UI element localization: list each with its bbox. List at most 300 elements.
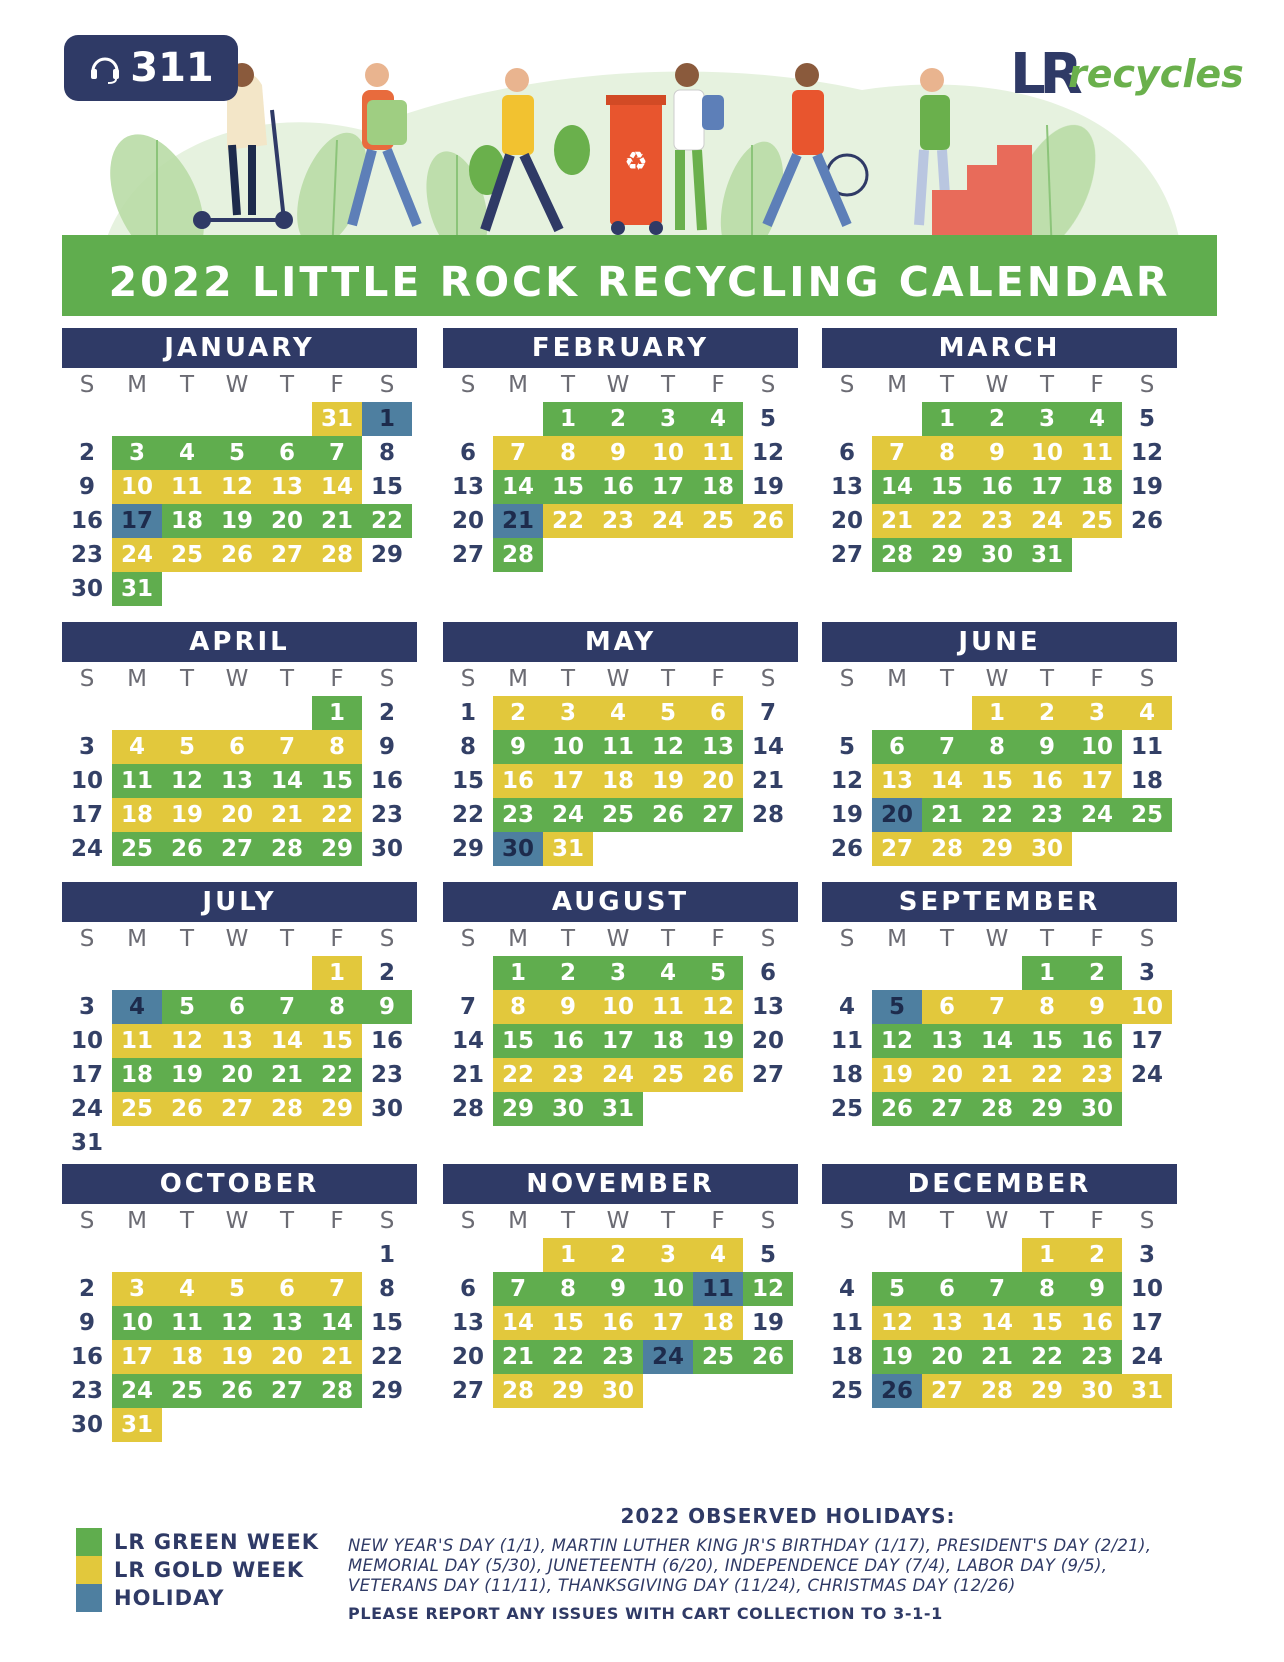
- day-cell-green: 4: [643, 956, 693, 990]
- week-row: [443, 1374, 798, 1408]
- day-cell-green: 7: [262, 990, 312, 1024]
- day-cell-gold: 27: [872, 832, 922, 866]
- week-row: [62, 1092, 417, 1126]
- week-row: [443, 1058, 798, 1092]
- day-cell-gold: 10: [593, 990, 643, 1024]
- weekday-label: W: [606, 372, 630, 398]
- day-cell-green: 19: [872, 1340, 922, 1374]
- week-row: [443, 470, 798, 504]
- weekday-header-row: [62, 922, 417, 956]
- weekday-label: T: [1039, 1208, 1055, 1234]
- day-cell-gold: 31: [312, 402, 362, 436]
- day-cell: 26: [830, 836, 863, 862]
- weekday-label: S: [760, 372, 776, 398]
- weekday-label: W: [985, 372, 1009, 398]
- day-cell-gold: 21: [972, 1058, 1022, 1092]
- day-cell-green: 23: [493, 798, 543, 832]
- weekday-label: W: [225, 926, 249, 952]
- day-cell-green: 29: [312, 832, 362, 866]
- weekday-label: S: [839, 926, 855, 952]
- day-cell-green: 2: [593, 402, 643, 436]
- day-cell-gold: 22: [312, 798, 362, 832]
- day-cell-gold: 21: [872, 504, 922, 538]
- day-cell: 22: [370, 1344, 403, 1370]
- day-cell-green: 3: [1022, 402, 1072, 436]
- weekday-label: F: [711, 372, 725, 398]
- day-cell: 9: [378, 734, 395, 760]
- week-row: [822, 1238, 1177, 1272]
- day-cell-gold: 22: [493, 1058, 543, 1092]
- weekday-label: W: [985, 1208, 1009, 1234]
- day-cell: 12: [830, 768, 863, 794]
- weekday-label: M: [508, 1208, 528, 1234]
- day-cell-empty: [262, 956, 312, 990]
- day-cell-green: 11: [112, 764, 162, 798]
- week-row: [62, 572, 417, 606]
- week-row: [443, 730, 798, 764]
- day-cell-green: 27: [922, 1092, 972, 1126]
- day-cell-gold: 10: [643, 436, 693, 470]
- day-cell-gold: 16: [593, 1306, 643, 1340]
- day-cell-gold: 15: [312, 1024, 362, 1058]
- logo-lr: LR: [1010, 42, 1077, 107]
- day-cell: 18: [830, 1062, 863, 1088]
- day-cell-gold: 8: [493, 990, 543, 1024]
- weekday-label: T: [279, 666, 295, 692]
- day-cell-green: 1: [543, 402, 593, 436]
- day-cell: 31: [70, 1130, 103, 1156]
- day-cell-green: 15: [543, 470, 593, 504]
- week-row: [822, 798, 1177, 832]
- day-cell-gold: 15: [972, 764, 1022, 798]
- weekday-label: T: [560, 1208, 576, 1234]
- day-cell-green: 28: [262, 832, 312, 866]
- month-february: [443, 328, 798, 572]
- day-cell: 20: [830, 508, 863, 534]
- day-cell: 1: [459, 700, 476, 726]
- day-cell-holiday: 21: [493, 504, 543, 538]
- day-cell: 3: [78, 994, 95, 1020]
- day-cell: 8: [378, 440, 395, 466]
- week-row: [822, 1024, 1177, 1058]
- day-cell-green: 12: [212, 1306, 262, 1340]
- day-cell-empty: [162, 1238, 212, 1272]
- day-cell-green: 19: [212, 504, 262, 538]
- day-cell-green: 28: [493, 538, 543, 572]
- day-cell: 17: [70, 802, 103, 828]
- day-cell-green: 22: [312, 1058, 362, 1092]
- day-cell-green: 1: [1022, 956, 1072, 990]
- day-cell-green: 31: [112, 572, 162, 606]
- month-header: APRIL: [62, 622, 417, 662]
- weekday-label: S: [760, 666, 776, 692]
- day-cell-gold: 13: [212, 1024, 262, 1058]
- day-cell-gold: 22: [543, 504, 593, 538]
- weekday-label: T: [939, 666, 955, 692]
- week-row: [822, 1272, 1177, 1306]
- day-cell-empty: [262, 402, 312, 436]
- week-row: [822, 956, 1177, 990]
- month-april: [62, 622, 417, 866]
- day-cell: 19: [751, 1310, 784, 1336]
- day-cell-gold: 13: [922, 1306, 972, 1340]
- day-cell-empty: [212, 1238, 262, 1272]
- day-cell-gold: 9: [1072, 990, 1122, 1024]
- day-cell-green: 7: [972, 1272, 1022, 1306]
- day-cell-gold: 22: [1022, 1058, 1072, 1092]
- day-cell: 16: [70, 508, 103, 534]
- day-cell-gold: 11: [643, 990, 693, 1024]
- day-cell-gold: 13: [262, 470, 312, 504]
- week-row: [62, 990, 417, 1024]
- day-cell-green: 2: [543, 956, 593, 990]
- day-cell-gold: 1: [312, 956, 362, 990]
- day-cell-gold: 21: [262, 798, 312, 832]
- day-cell: 12: [1130, 440, 1163, 466]
- weekday-header-row: [822, 922, 1177, 956]
- week-row: [443, 956, 798, 990]
- weekday-label: W: [606, 666, 630, 692]
- day-cell-green: 17: [643, 470, 693, 504]
- day-cell-empty: [922, 1238, 972, 1272]
- weekday-label: T: [179, 1208, 195, 1234]
- day-cell: 17: [1130, 1028, 1163, 1054]
- svg-text:♻: ♻: [624, 147, 648, 177]
- day-cell-green: 12: [643, 730, 693, 764]
- weekday-header-row: [62, 368, 417, 402]
- day-cell-gold: 28: [972, 1374, 1022, 1408]
- weekday-label: W: [985, 926, 1009, 952]
- day-cell: 6: [459, 1276, 476, 1302]
- day-cell-gold: 4: [162, 1272, 212, 1306]
- month-header: SEPTEMBER: [822, 882, 1177, 922]
- day-cell-green: 18: [643, 1024, 693, 1058]
- day-cell: 27: [451, 1378, 484, 1404]
- day-cell-gold: 28: [262, 1092, 312, 1126]
- weekday-label: S: [460, 926, 476, 952]
- day-cell: 14: [751, 734, 784, 760]
- day-cell-green: 22: [1022, 1340, 1072, 1374]
- day-cell-green: 18: [1072, 470, 1122, 504]
- day-cell-empty: [112, 696, 162, 730]
- weekday-header-row: [443, 1204, 798, 1238]
- month-header: OCTOBER: [62, 1164, 417, 1204]
- week-row: [822, 402, 1177, 436]
- weekday-label: S: [79, 372, 95, 398]
- day-cell-green: 5: [693, 956, 743, 990]
- day-cell-green: 15: [922, 470, 972, 504]
- day-cell: 11: [1130, 734, 1163, 760]
- day-cell: 5: [759, 406, 776, 432]
- week-row: [443, 1340, 798, 1374]
- day-cell-green: 16: [543, 1024, 593, 1058]
- day-cell-empty: [62, 956, 112, 990]
- week-row: [443, 402, 798, 436]
- day-cell-green: 29: [493, 1092, 543, 1126]
- day-cell-green: 3: [593, 956, 643, 990]
- day-cell-green: 28: [312, 1374, 362, 1408]
- day-cell-gold: 8: [922, 436, 972, 470]
- day-cell-gold: 17: [1072, 764, 1122, 798]
- day-cell-gold: 31: [1122, 1374, 1172, 1408]
- day-cell-gold: 31: [112, 1408, 162, 1442]
- week-row: [822, 1340, 1177, 1374]
- day-cell-green: 31: [593, 1092, 643, 1126]
- weekday-label: T: [560, 926, 576, 952]
- day-cell-empty: [443, 402, 493, 436]
- day-cell-green: 4: [1072, 402, 1122, 436]
- day-cell: 13: [751, 994, 784, 1020]
- day-cell: 22: [451, 802, 484, 828]
- day-cell-green: 20: [262, 504, 312, 538]
- weekday-label: F: [330, 372, 344, 398]
- weekday-label: T: [179, 372, 195, 398]
- day-cell-green: 18: [162, 504, 212, 538]
- day-cell: 3: [78, 734, 95, 760]
- day-cell: 30: [70, 576, 103, 602]
- day-cell-green: 15: [312, 764, 362, 798]
- day-cell-green: 26: [872, 1092, 922, 1126]
- phone-311-badge: [64, 35, 238, 101]
- day-cell-green: 21: [493, 1340, 543, 1374]
- day-cell-holiday: 26: [872, 1374, 922, 1408]
- week-row: [62, 1126, 417, 1160]
- day-cell-empty: [872, 1238, 922, 1272]
- day-cell-green: 15: [493, 1024, 543, 1058]
- weekday-label: F: [711, 1208, 725, 1234]
- week-row: [443, 990, 798, 1024]
- day-cell: 8: [459, 734, 476, 760]
- day-cell-empty: [493, 1238, 543, 1272]
- weekday-label: S: [79, 926, 95, 952]
- day-cell-green: 9: [1022, 730, 1072, 764]
- day-cell-gold: 5: [162, 730, 212, 764]
- day-cell-green: 18: [693, 470, 743, 504]
- day-cell: 6: [838, 440, 855, 466]
- day-cell-green: 25: [693, 1340, 743, 1374]
- week-row: [822, 764, 1177, 798]
- day-cell-green: 13: [212, 764, 262, 798]
- day-cell: 14: [451, 1028, 484, 1054]
- month-header: DECEMBER: [822, 1164, 1177, 1204]
- day-cell-green: 22: [972, 798, 1022, 832]
- day-cell: 8: [378, 1276, 395, 1302]
- day-cell-gold: 23: [593, 504, 643, 538]
- day-cell-green: 9: [593, 1272, 643, 1306]
- day-cell: 3: [1138, 960, 1155, 986]
- day-cell-empty: [162, 956, 212, 990]
- day-cell-gold: 4: [112, 730, 162, 764]
- week-row: [62, 504, 417, 538]
- day-cell-green: 10: [643, 1272, 693, 1306]
- month-june: [822, 622, 1177, 866]
- day-cell-green: 24: [112, 1374, 162, 1408]
- month-november: [443, 1164, 798, 1408]
- weekday-label: M: [887, 666, 907, 692]
- day-cell: 10: [1130, 1276, 1163, 1302]
- weekday-label: W: [225, 1208, 249, 1234]
- day-cell: 9: [78, 474, 95, 500]
- day-cell: 19: [751, 474, 784, 500]
- weekday-label: M: [508, 926, 528, 952]
- day-cell-green: 14: [872, 470, 922, 504]
- day-cell: 24: [70, 836, 103, 862]
- day-cell-gold: 9: [593, 436, 643, 470]
- day-cell-green: 29: [922, 538, 972, 572]
- month-header: JANUARY: [62, 328, 417, 368]
- day-cell-gold: 14: [972, 1306, 1022, 1340]
- day-cell-green: 25: [593, 798, 643, 832]
- day-cell-gold: 19: [162, 798, 212, 832]
- weekday-label: S: [839, 666, 855, 692]
- week-row: [62, 696, 417, 730]
- day-cell-gold: 21: [312, 1340, 362, 1374]
- day-cell-gold: 1: [1022, 1238, 1072, 1272]
- day-cell-gold: 26: [693, 1058, 743, 1092]
- day-cell-gold: 25: [643, 1058, 693, 1092]
- legend-swatch-holiday: [76, 1584, 102, 1612]
- weekday-label: F: [1090, 1208, 1104, 1234]
- day-cell: 11: [830, 1310, 863, 1336]
- day-cell: 24: [1130, 1344, 1163, 1370]
- day-cell-gold: 16: [1022, 764, 1072, 798]
- day-cell-green: 7: [493, 1272, 543, 1306]
- day-cell-gold: 6: [262, 1272, 312, 1306]
- day-cell-green: 25: [1122, 798, 1172, 832]
- weekday-label: S: [379, 926, 395, 952]
- weekday-label: T: [939, 372, 955, 398]
- day-cell-holiday: 11: [693, 1272, 743, 1306]
- week-row: [62, 1374, 417, 1408]
- day-cell-empty: [112, 1238, 162, 1272]
- week-row: [62, 730, 417, 764]
- day-cell-gold: 8: [543, 436, 593, 470]
- headset-icon: [88, 51, 122, 85]
- day-cell-empty: [212, 402, 262, 436]
- day-cell-empty: [822, 402, 872, 436]
- weekday-label: T: [179, 666, 195, 692]
- day-cell-green: 7: [922, 730, 972, 764]
- weekday-header-row: [822, 368, 1177, 402]
- day-cell-gold: 1: [543, 1238, 593, 1272]
- legend-swatch-green: [76, 1528, 102, 1556]
- day-cell-green: 16: [1072, 1024, 1122, 1058]
- day-cell: 5: [1138, 406, 1155, 432]
- day-cell-gold: 25: [1072, 504, 1122, 538]
- weekday-label: F: [1090, 926, 1104, 952]
- week-row: [62, 1272, 417, 1306]
- weekday-label: T: [939, 926, 955, 952]
- weekday-label: T: [1039, 926, 1055, 952]
- day-cell-empty: [872, 696, 922, 730]
- day-cell-gold: 8: [1022, 990, 1072, 1024]
- week-row: [62, 538, 417, 572]
- day-cell: 20: [451, 508, 484, 534]
- day-cell-empty: [112, 956, 162, 990]
- weekday-label: S: [460, 666, 476, 692]
- day-cell-gold: 12: [212, 470, 262, 504]
- weekday-label: F: [711, 926, 725, 952]
- day-cell: 6: [759, 960, 776, 986]
- day-cell-gold: 28: [922, 832, 972, 866]
- day-cell-gold: 11: [1072, 436, 1122, 470]
- day-cell: 17: [1130, 1310, 1163, 1336]
- month-header: FEBRUARY: [443, 328, 798, 368]
- weekday-label: S: [460, 1208, 476, 1234]
- day-cell: 28: [751, 802, 784, 828]
- legend-label: HOLIDAY: [114, 1586, 225, 1610]
- weekday-header-row: [822, 1204, 1177, 1238]
- weekday-label: T: [560, 666, 576, 692]
- day-cell: 24: [1130, 1062, 1163, 1088]
- day-cell-gold: 19: [872, 1058, 922, 1092]
- holidays-line: NEW YEAR'S DAY (1/1), MARTIN LUTHER KING JR'S BIRTHDAY (1/17), PRESIDENT'S DAY (2/21),: [348, 1536, 1152, 1555]
- day-cell-green: 6: [872, 730, 922, 764]
- day-cell-gold: 13: [872, 764, 922, 798]
- day-cell-green: 14: [493, 470, 543, 504]
- lr-recycles-logo: [1010, 42, 1244, 112]
- day-cell-gold: 15: [1022, 1306, 1072, 1340]
- legend-label: LR GREEN WEEK: [114, 1530, 319, 1554]
- day-cell: 15: [370, 474, 403, 500]
- day-cell-holiday: 17: [112, 504, 162, 538]
- day-cell: 29: [370, 542, 403, 568]
- week-row: [443, 696, 798, 730]
- day-cell-green: 24: [1072, 798, 1122, 832]
- day-cell-gold: 14: [312, 470, 362, 504]
- weekday-label: T: [660, 666, 676, 692]
- weekday-label: F: [711, 666, 725, 692]
- day-cell: 18: [830, 1344, 863, 1370]
- day-cell-gold: 26: [162, 1092, 212, 1126]
- day-cell-green: 8: [543, 1272, 593, 1306]
- day-cell: 19: [1130, 474, 1163, 500]
- day-cell-green: 27: [212, 832, 262, 866]
- week-row: [62, 1024, 417, 1058]
- weekday-label: T: [279, 926, 295, 952]
- day-cell-gold: 2: [1022, 696, 1072, 730]
- weekday-label: S: [1139, 372, 1155, 398]
- day-cell-green: 22: [543, 1340, 593, 1374]
- week-row: [62, 1058, 417, 1092]
- weekday-label: F: [1090, 666, 1104, 692]
- day-cell-gold: 22: [922, 504, 972, 538]
- week-row: [62, 402, 417, 436]
- day-cell-green: 10: [112, 1306, 162, 1340]
- day-cell-empty: [922, 696, 972, 730]
- week-row: [443, 504, 798, 538]
- day-cell-green: 19: [162, 1058, 212, 1092]
- legend-item-holiday: [76, 1584, 319, 1612]
- day-cell-gold: 18: [593, 764, 643, 798]
- day-cell-gold: 24: [1022, 504, 1072, 538]
- day-cell-gold: 6: [922, 990, 972, 1024]
- day-cell-green: 13: [693, 730, 743, 764]
- day-cell: 16: [370, 768, 403, 794]
- week-row: [62, 436, 417, 470]
- day-cell-empty: [262, 1238, 312, 1272]
- day-cell: 24: [70, 1096, 103, 1122]
- day-cell: 20: [451, 1344, 484, 1370]
- month-header: NOVEMBER: [443, 1164, 798, 1204]
- day-cell-gold: 25: [693, 504, 743, 538]
- day-cell-gold: 15: [543, 1306, 593, 1340]
- day-cell-green: 27: [693, 798, 743, 832]
- week-row: [443, 1238, 798, 1272]
- day-cell-empty: [822, 1238, 872, 1272]
- week-row: [62, 1408, 417, 1442]
- week-row: [62, 1306, 417, 1340]
